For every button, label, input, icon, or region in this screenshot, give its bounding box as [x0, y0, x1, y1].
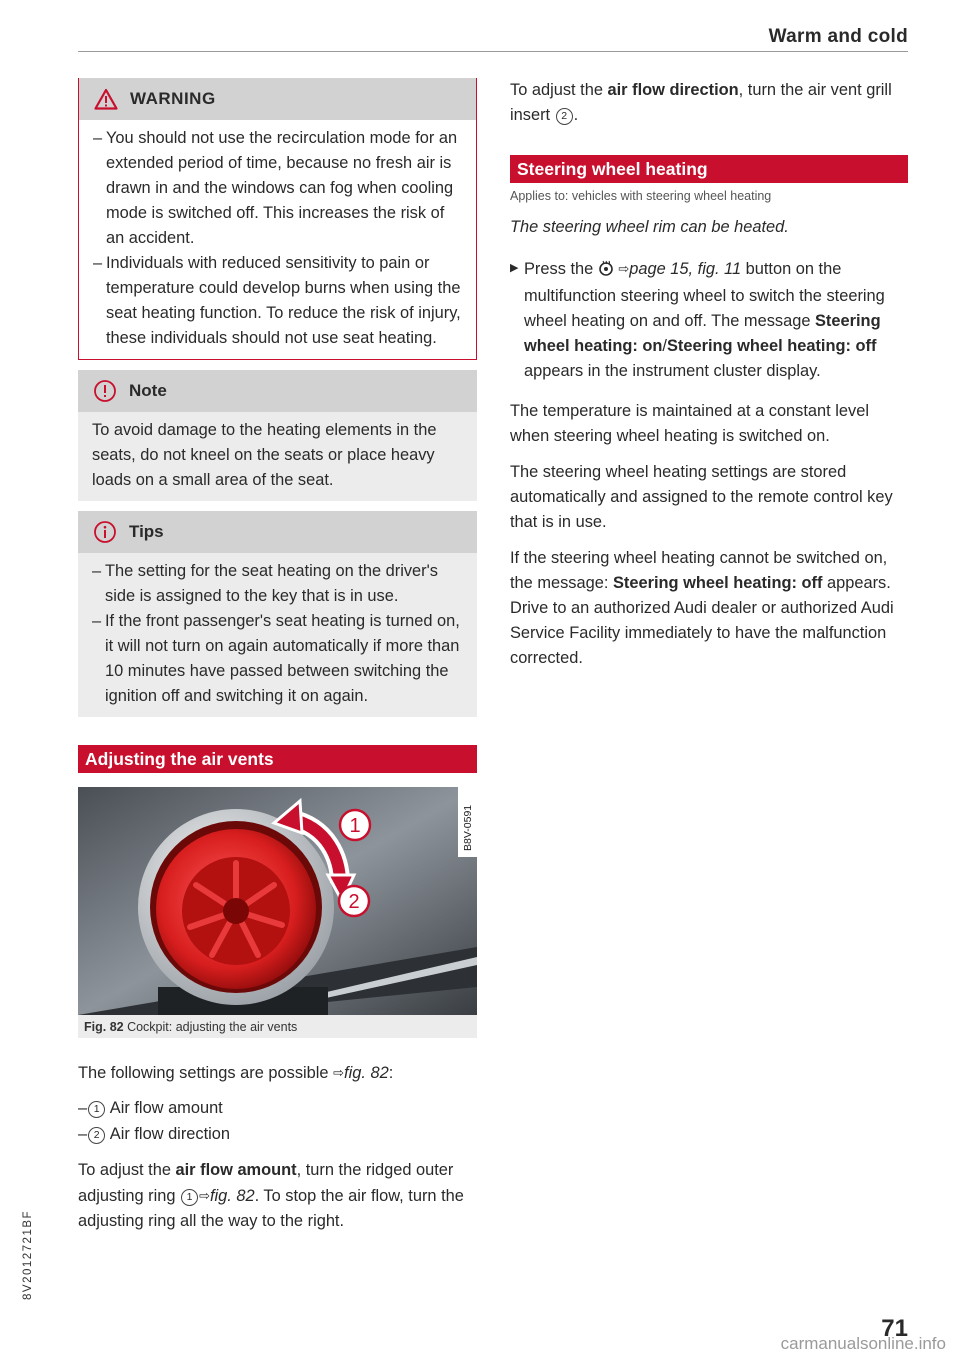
amount-mid: , turn the ridged outer adjusting ring — [78, 1161, 454, 1205]
right-column — [510, 78, 908, 671]
direction-bold: air flow direction — [607, 81, 739, 99]
left-column — [78, 78, 477, 1234]
warning-triangle-icon — [93, 87, 119, 111]
air-flow-amount-paragraph — [78, 1158, 477, 1234]
side-code: 8V2012721BF — [22, 1209, 34, 1300]
steering-heat-icon — [598, 259, 614, 284]
note-text: To avoid damage to the heating elements in the seats, do not kneel on the seats or place heavy loads on a small area of the seat. — [92, 421, 437, 489]
para3-bold: Steering wheel heating: off — [612, 574, 823, 592]
note-header — [78, 370, 477, 412]
arrow-right-icon: ⇨ — [618, 261, 630, 276]
para3-post: appears. Drive to an authorized Audi dealer or authorized Audi Service Facility immediately to have the malfunction corrected. — [510, 574, 894, 667]
number-badge-1: 1 — [181, 1189, 198, 1206]
press-pre: Press the — [524, 260, 594, 278]
air-vents-heading: Adjusting the air vents — [78, 745, 477, 773]
list-item-label: Air flow direction — [109, 1125, 231, 1143]
press-mid: button on the multifunction steering wheel to switch the steering wheel heating on and off. The message — [524, 260, 885, 330]
number-badge-1: 1 — [88, 1101, 105, 1118]
caption-label: Fig. 82 — [84, 1020, 124, 1034]
warning-item: – Individuals with reduced sensitivity to pain or temperature could develop burns when using the seat heating function. To reduce the risk of injury, these individuals should not use seat heating. — [93, 251, 462, 351]
callout-1: 1 — [349, 815, 361, 837]
tips-box — [78, 511, 477, 717]
list-item-label: Air flow amount — [109, 1099, 223, 1117]
direction-pre: To adjust the — [510, 81, 603, 99]
figure-code: B8V-0591 — [462, 804, 474, 851]
air-flow-direction-paragraph: To adjust the air flow direction, turn the air vent grill insert 2 . — [510, 81, 892, 124]
tips-item: – The setting for the seat heating on the driver's side is assigned to the key that is in use. — [92, 559, 463, 609]
settings-paragraph: The steering wheel heating settings are stored automatically and assigned to the remote control key that is in use. — [510, 463, 893, 531]
applies-to-text: Applies to: vehicles with steering wheel heating — [510, 189, 772, 203]
list-item: – 1 Air flow amount — [78, 1099, 223, 1117]
watermark: carmanualsonline.info — [780, 1334, 946, 1353]
page-header-title: Warm and cold — [768, 26, 908, 47]
tips-body — [78, 553, 477, 717]
msg-on: Steering wheel heating: on — [524, 312, 881, 355]
warning-body — [79, 120, 476, 359]
figure-caption — [78, 1015, 477, 1038]
malfunction-paragraph — [510, 546, 908, 671]
msg-off: Steering wheel heating: off — [666, 337, 877, 355]
msg-slash: / — [662, 337, 667, 355]
air-vents-figure — [78, 787, 477, 1038]
air-vents-intro: The following settings are possible ⇨fig. 82: — [78, 1064, 394, 1082]
press-instruction — [510, 256, 908, 384]
amount-bold: air flow amount — [175, 1161, 297, 1179]
number-badge-2: 2 — [88, 1127, 105, 1144]
steering-heading: Steering wheel heating — [510, 155, 908, 183]
fig-ref-link[interactable]: fig. 82 — [344, 1064, 389, 1082]
note-title: Note — [129, 381, 167, 400]
temperature-paragraph: The temperature is maintained at a constant level when steering wheel heating is switched on. — [510, 402, 869, 445]
callout-2: 2 — [348, 891, 360, 913]
page-number: 71 — [881, 1315, 908, 1342]
bullet-triangle-icon: ▶ — [510, 262, 519, 274]
steering-intro: The steering wheel rim can be heated. — [510, 218, 789, 236]
caption-text: Cockpit: adjusting the air vents — [127, 1020, 298, 1034]
tips-title: Tips — [129, 522, 164, 541]
intro-text: The following settings are possible — [78, 1064, 329, 1082]
direction-mid: , turn the air vent grill insert — [510, 81, 892, 124]
air-vent-illustration — [78, 787, 477, 1015]
warning-header — [79, 78, 476, 120]
arrow-right-icon: ⇨ — [199, 1188, 210, 1203]
number-badge-2: 2 — [556, 108, 573, 125]
info-circle-icon — [92, 520, 118, 544]
warning-title: WARNING — [130, 89, 216, 108]
tips-header — [78, 511, 477, 553]
amount-post: . To stop the air flow, turn the adjusting ring all the way to the right. — [78, 1187, 464, 1230]
header-rule — [78, 51, 908, 52]
arrow-right-icon: ⇨ — [333, 1065, 345, 1080]
note-box — [78, 370, 477, 501]
list-item: – 2 Air flow direction — [78, 1125, 231, 1143]
para3-pre: If the steering wheel heating cannot be switched on, the message: — [510, 549, 888, 592]
press-post: appears in the instrument cluster display. — [524, 362, 821, 380]
page-ref-link[interactable]: page 15, fig. 11 — [629, 260, 742, 278]
warning-box — [78, 78, 477, 360]
tips-item: – If the front passenger's seat heating is turned on, it will not turn on again automatically if more than 10 minutes have passed between switching the ignition off and switching it on again. — [92, 609, 463, 709]
fig-ref-link[interactable]: fig. 82 — [209, 1187, 255, 1205]
note-body — [78, 412, 477, 501]
amount-pre: To adjust the — [78, 1161, 171, 1179]
settings-list — [78, 1096, 477, 1147]
exclamation-circle-icon — [92, 379, 118, 403]
warning-item: – You should not use the recirculation mode for an extended period of time, because no fresh air is drawn in and the windows can fog when cooling mode is switched off. This increases the risk of an accident. — [93, 126, 462, 251]
